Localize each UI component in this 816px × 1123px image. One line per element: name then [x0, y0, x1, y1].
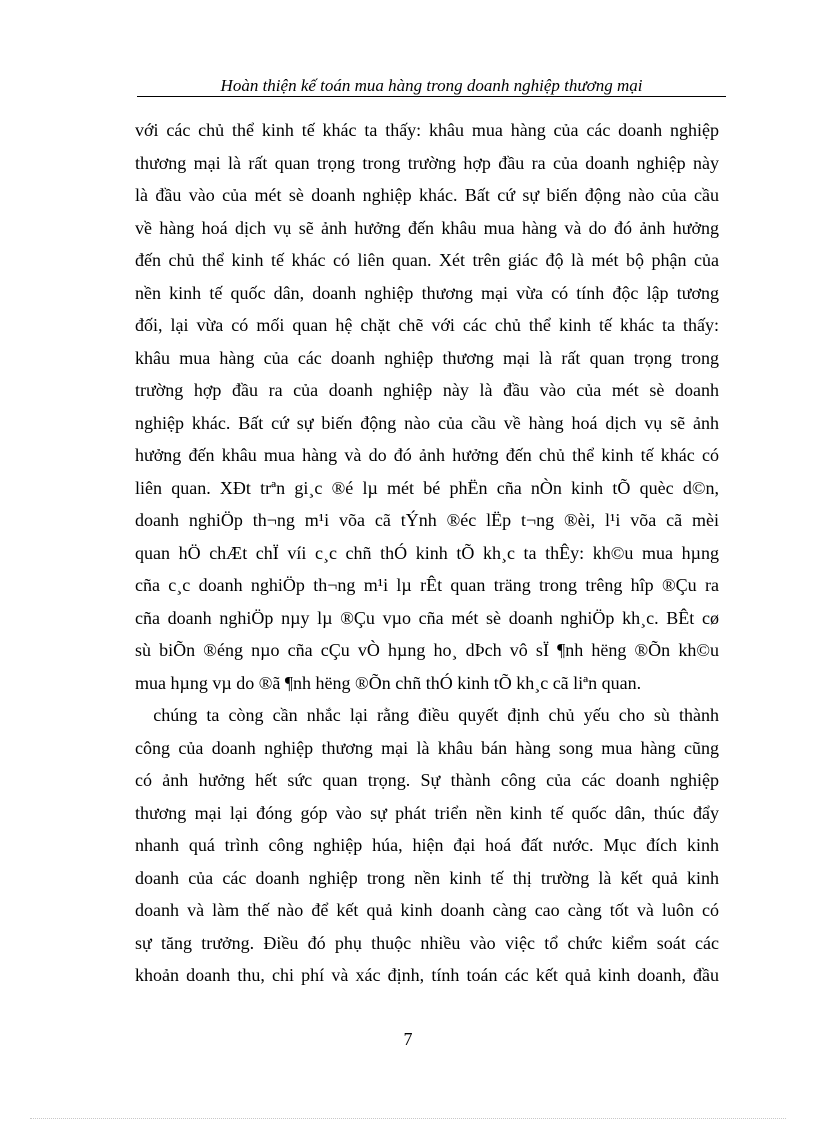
text-line: có ảnh hưởng hết sức quan trọng. Sự thành công của các doanh nghiệp: [135, 770, 719, 790]
text-line: công của doanh nghiệp thương mại là khâu bán hàng song mua hàng cũng: [135, 737, 719, 758]
text-line: liên quan. XÐt trªn gi¸c ®é lµ mét bé phËn cña nÒn kinh tÕ quèc d©n,: [135, 477, 719, 498]
text-line: doanh của các doanh nghiệp trong nền kinh tế thị trường là kết quả kinh: [135, 867, 719, 888]
text-line: đến chủ thể kinh tế khác có liên quan. Xét trên giác độ là mét bộ phận của: [135, 250, 719, 270]
text-line: trường hợp đầu ra của doanh nghiệp này là đầu vào của mét sè doanh: [135, 380, 719, 400]
text-line: cña c¸c doanh nghiÖp th¬ng m¹i lµ rÊt quan träng trong trêng hîp ®Çu ra: [135, 575, 719, 595]
text-line: với các chủ thể kinh tế khác ta thấy: khâu mua hàng của các doanh nghiệp: [135, 120, 719, 140]
text-line: sù biÕn ®éng nµo cña cÇu vÒ hµng ho¸ dÞch vô sÏ ¶nh hëng ®Õn kh©u: [135, 640, 719, 660]
text-line: cña doanh nghiÖp nµy lµ ®Çu vµo cña mét sè doanh nghiÖp kh¸c. BÊt cø: [135, 607, 719, 628]
page-number: 7: [403, 1029, 413, 1049]
text-line: đối, lại vừa có mối quan hệ chặt chẽ với các chủ thể kinh tế khác ta thấy:: [135, 315, 719, 335]
body-text: [135, 114, 719, 992]
text-line: hưởng đến khâu mua hàng và do đó ảnh hưởng đến chủ thể kinh tế khác có: [135, 445, 719, 465]
text-line: thương mại là rất quan trọng trong trường hợp đầu ra của doanh nghiệp này: [135, 152, 719, 173]
text-line: mua hµng vµ do ®ã ¶nh hëng ®Õn chñ thÓ kinh tÕ kh¸c cã liªn quan.: [135, 672, 642, 693]
text-line: chúng ta còng cần nhắc lại rằng điều quyết định chủ yếu cho sù thành: [135, 705, 719, 725]
running-header: Hoàn thiện kế toán mua hàng trong doanh nghiệp thương mại: [137, 76, 726, 97]
text-line: doanh và làm thế nào để kết quả kinh doanh càng cao càng tốt và luôn có: [135, 900, 719, 920]
text-line: quan hÖ chÆt chÏ víi c¸c chñ thÓ kinh tÕ kh¸c ta thÊy: kh©u mua hµng: [135, 542, 719, 563]
text-line: doanh nghiÖp th¬ng m¹i võa cã tÝnh ®éc lËp t¬ng ®èi, l¹i võa cã mèi: [135, 510, 719, 530]
text-line: thương mại lại đóng góp vào sự phát triển nền kinh tế quốc dân, thúc đẩy: [135, 802, 719, 823]
text-line: sự tăng trưởng. Điều đó phụ thuộc nhiều vào việc tổ chức kiểm soát các: [135, 932, 719, 953]
text-line: nghiệp khác. Bất cứ sự biến động nào của cầu về hàng hoá dịch vụ sẽ ảnh: [135, 412, 719, 433]
text-line: nền kinh tế quốc dân, doanh nghiệp thương mại vừa có tính độc lập tương: [135, 282, 719, 303]
text-line: về hàng hoá dịch vụ sẽ ảnh hưởng đến khâu mua hàng và do đó ảnh hưởng: [135, 217, 719, 238]
text-line: là đầu vào của mét sè doanh nghiệp khác. Bất cứ sự biến động nào của cầu: [135, 185, 719, 205]
page-bottom-divider: [30, 1118, 786, 1119]
text-line: khâu mua hàng của các doanh nghiệp thương mại là rất quan trọng trong: [135, 347, 719, 368]
text-line: nhanh quá trình công nghiệp húa, hiện đại hoá đất nước. Mục đích kinh: [135, 835, 719, 855]
text-line: khoản doanh thu, chi phí và xác định, tính toán các kết quả kinh doanh, đầu: [135, 965, 719, 985]
